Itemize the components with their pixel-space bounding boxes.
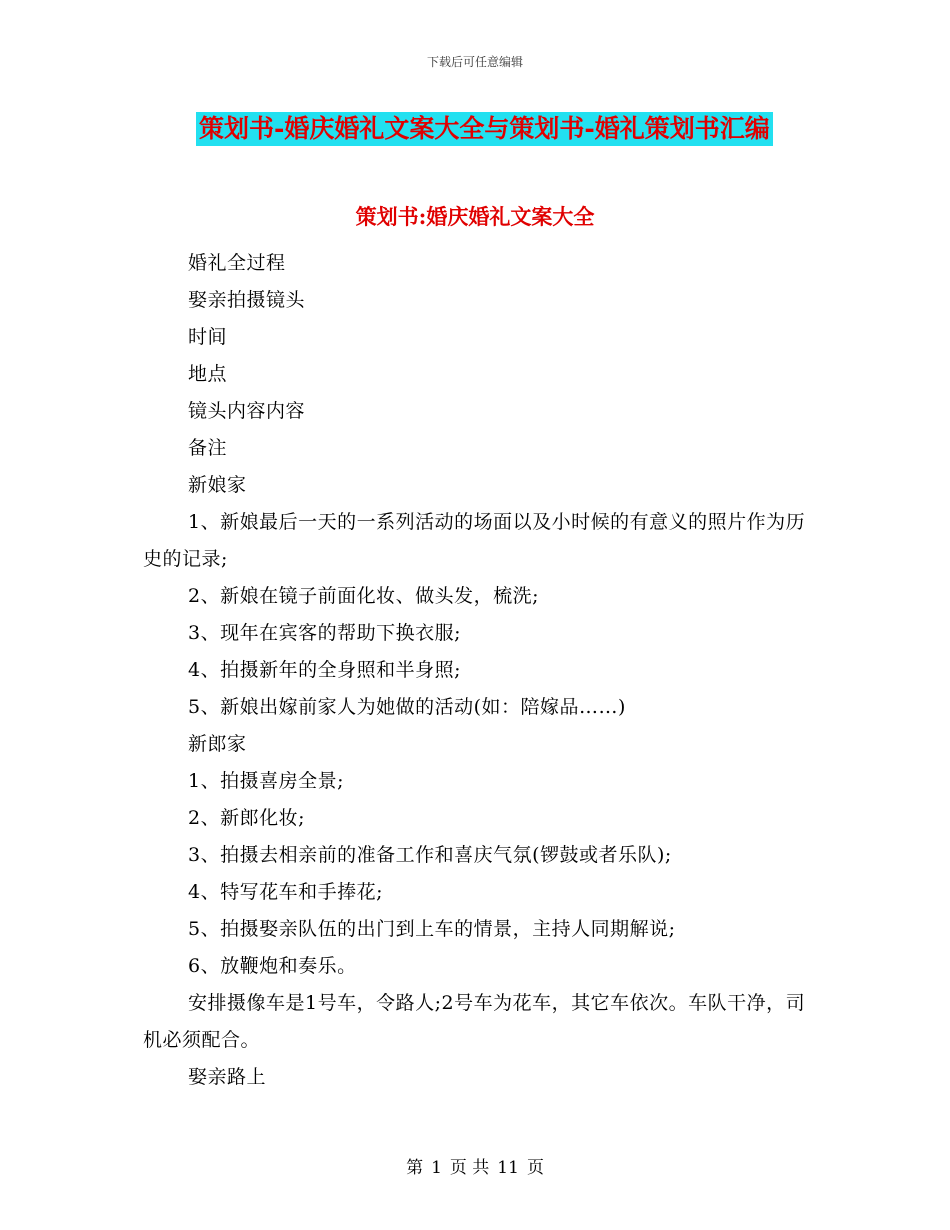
- page-total: 11: [497, 1158, 519, 1178]
- paragraph: 镜头内容内容: [188, 400, 306, 422]
- paragraph: 婚礼全过程: [188, 252, 286, 274]
- section-heading: 新郎家: [188, 733, 247, 755]
- sub-title: 策划书:婚庆婚礼文案大全: [355, 204, 595, 229]
- list-item: 4、特写花车和手捧花;: [188, 881, 383, 903]
- paragraph: 娶亲拍摄镜头: [188, 289, 306, 311]
- list-item: 1、新娘最后一天的一系列活动的场面以及小时候的有意义的照片作为历史的记录;: [143, 511, 806, 570]
- section-heading: 新娘家: [188, 474, 247, 496]
- list-item: 2、新郎化妆;: [188, 807, 305, 829]
- document-body: [143, 245, 808, 1096]
- page-footer: [0, 1153, 950, 1178]
- footer-middle: 页 共: [449, 1158, 490, 1178]
- paragraph: 时间: [188, 326, 228, 348]
- list-item: 4、拍摄新年的全身照和半身照;: [188, 659, 461, 681]
- section-heading: 娶亲路上: [188, 1066, 267, 1088]
- page-number: 1: [431, 1158, 442, 1178]
- main-title: 策划书-婚庆婚礼文案大全与策划书-婚礼策划书汇编: [196, 112, 773, 146]
- list-item: 3、现年在宾客的帮助下换衣服;: [188, 622, 461, 644]
- footer-prefix: 第: [406, 1158, 424, 1178]
- list-item: 6、放鞭炮和奏乐。: [188, 955, 357, 977]
- paragraph: 备注: [188, 437, 228, 459]
- list-item: 1、拍摄喜房全景;: [188, 770, 344, 792]
- footer-suffix: 页: [526, 1158, 544, 1178]
- paragraph: 地点: [188, 363, 228, 385]
- list-item: 5、新娘出嫁前家人为她做的活动(如：陪嫁品……): [188, 696, 626, 718]
- list-item: 2、新娘在镜子前面化妆、做头发，梳洗;: [188, 585, 539, 607]
- paragraph: 安排摄像车是1号车，令路人;2号车为花车，其它车依次。车队干净，司机必须配合。: [143, 992, 806, 1051]
- list-item: 3、拍摄去相亲前的准备工作和喜庆气氛(锣鼓或者乐队);: [188, 844, 672, 866]
- header-note: 下载后可任意编辑: [426, 55, 523, 69]
- list-item: 5、拍摄娶亲队伍的出门到上车的情景，主持人同期解说;: [188, 918, 676, 940]
